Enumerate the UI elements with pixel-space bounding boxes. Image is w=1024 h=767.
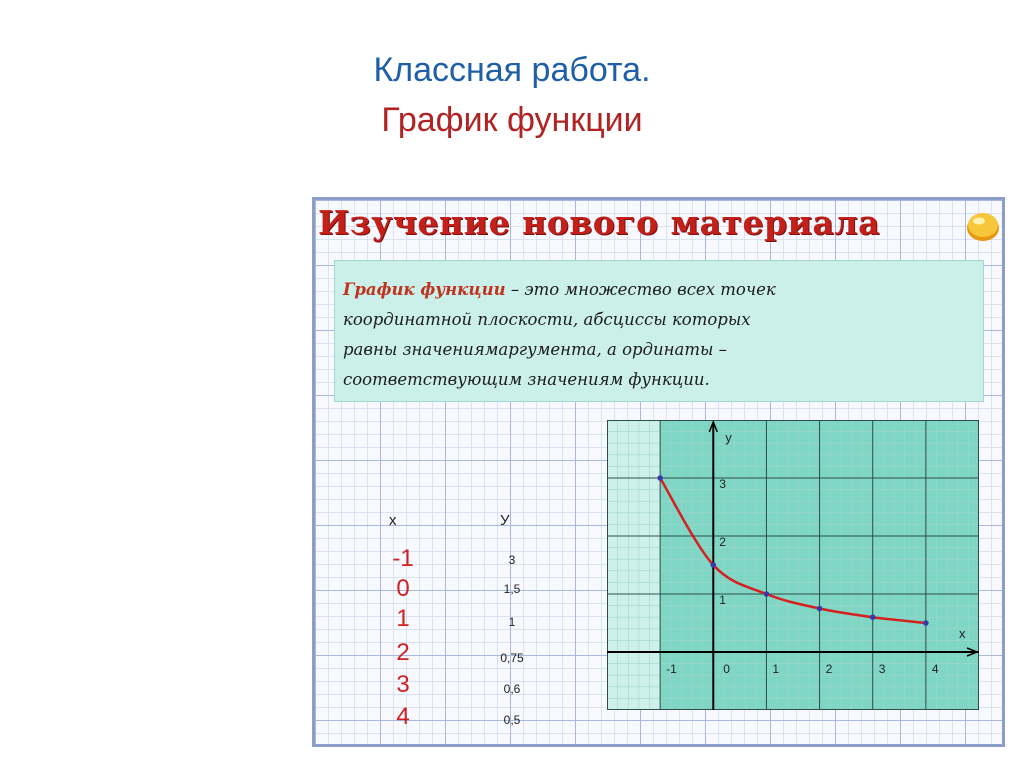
data-point <box>710 562 716 568</box>
definition-line-3: равны значениямаргумента, а ординаты – <box>343 340 727 359</box>
x-tick-label: 4 <box>931 662 939 676</box>
table-x-value: 0 <box>396 575 410 602</box>
data-point <box>870 614 876 620</box>
y-tick-label: 1 <box>719 593 726 607</box>
definition-line-1-rest: – это множество всех точек <box>505 280 776 299</box>
data-point <box>817 606 823 612</box>
table-x-value: 2 <box>396 639 410 666</box>
table-x-header: х <box>389 512 397 529</box>
table-x-value: 1 <box>396 605 410 632</box>
data-point <box>657 475 663 481</box>
y-axis-label: y <box>725 430 732 445</box>
definition-line-1 <box>343 275 973 305</box>
table-y-value: 1,5 <box>503 582 521 596</box>
x-tick-label: 3 <box>878 662 886 676</box>
x-tick-label: 2 <box>825 662 833 676</box>
table-y-value: 0,6 <box>503 682 521 696</box>
x-tick-label: 1 <box>772 662 780 676</box>
table-y-header: У <box>500 512 510 529</box>
y-tick-label: 3 <box>719 477 726 491</box>
slide-title-line1: Классная работа. <box>373 51 651 89</box>
data-point <box>923 620 929 626</box>
definition-line-2: координатной плоскости, абсциссы которых <box>343 310 751 329</box>
table-y-value: 0,5 <box>503 713 521 727</box>
x-axis-label: x <box>959 626 966 641</box>
table-x-value: -1 <box>392 545 414 572</box>
function-plot <box>607 420 979 710</box>
table-y-value: 0,75 <box>500 651 524 665</box>
table-x-value: 3 <box>396 671 410 698</box>
x-tick-label: 0 <box>723 662 730 676</box>
y-tick-label: 2 <box>719 535 726 549</box>
definition-line-4: соответствующим значениям функции. <box>343 370 710 389</box>
definition-box <box>334 260 984 402</box>
panel-heading: Изучение нового материала <box>318 203 881 242</box>
x-tick-label: -1 <box>666 662 677 676</box>
table-x-value: 4 <box>396 703 410 730</box>
coin-icon <box>965 208 1001 244</box>
slide-title-line2: График функции <box>381 101 643 139</box>
table-y-value: 1 <box>508 615 516 629</box>
data-point <box>764 591 770 597</box>
definition-term: График функции <box>343 280 506 299</box>
table-y-value: 3 <box>508 553 516 567</box>
